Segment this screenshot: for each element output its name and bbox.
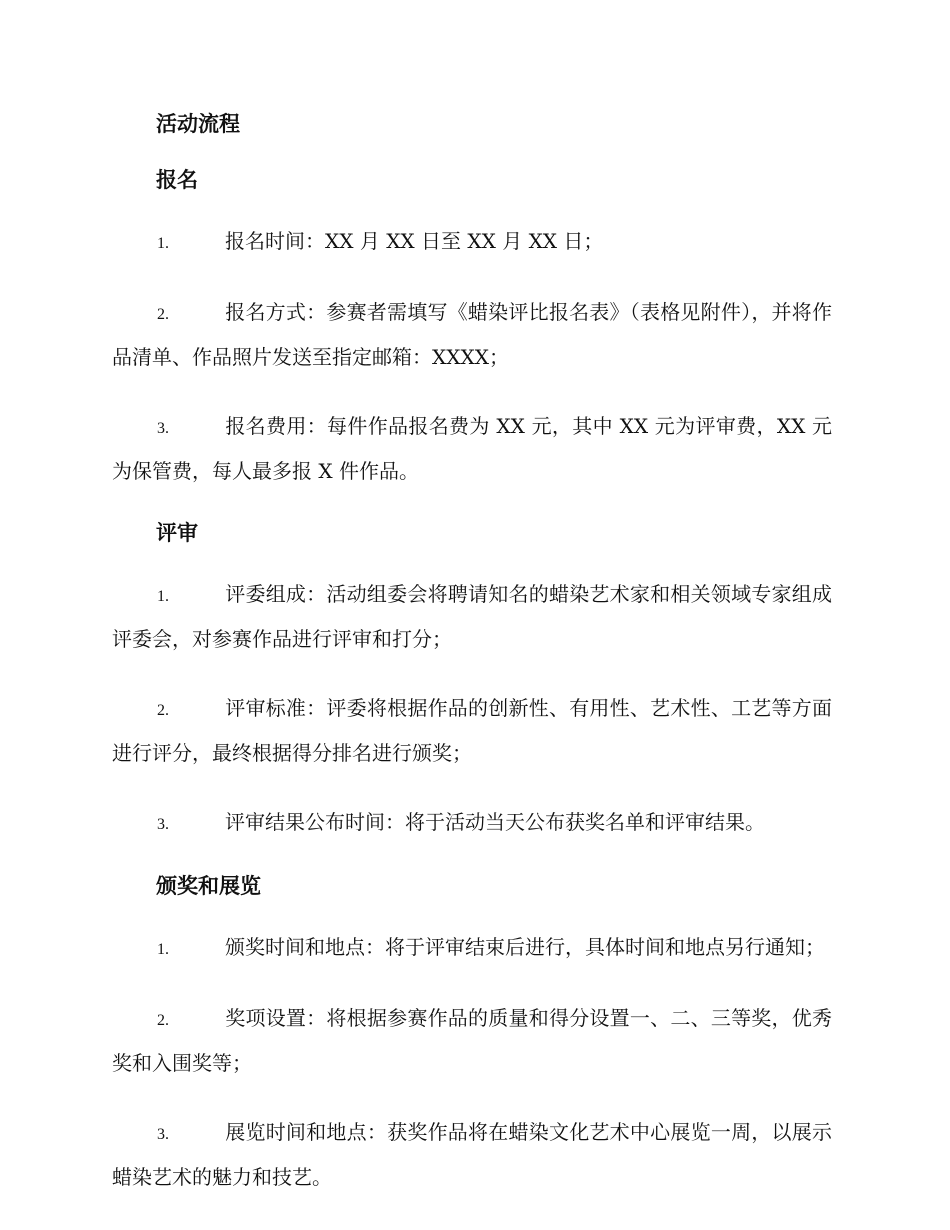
list-item-number: 2. bbox=[157, 1012, 169, 1029]
list-item-text: 展览时间和地点：获奖作品将在蜡染文化艺术中心展览一周，以展示蜡染艺术的魅力和技艺。 bbox=[112, 1120, 832, 1189]
section-heading-awards-exhibition: 颁奖和展览 bbox=[156, 873, 261, 898]
list-item bbox=[112, 405, 832, 493]
list-item bbox=[112, 1111, 832, 1199]
section-heading-registration: 报名 bbox=[156, 167, 198, 192]
list-item-text: 报名费用：每件作品报名费为 XX 元，其中 XX 元为评审费，XX 元为保管费，每人最多报 X 件作品。 bbox=[112, 414, 832, 483]
document-content bbox=[112, 108, 832, 1199]
list-item-text: 颁奖时间和地点：将于评审结束后进行，具体时间和地点另行通知； bbox=[225, 935, 825, 959]
list-item-number: 3. bbox=[157, 1126, 169, 1143]
list-item-text: 评审标准：评委将根据作品的创新性、有用性、艺术性、工艺等方面进行评分，最终根据得分排名进行颁奖； bbox=[112, 696, 832, 765]
list-item-text: 报名方式：参赛者需填写《蜡染评比报名表》（表格见附件），并将作品清单、作品照片发送至指定邮箱：XXXX； bbox=[112, 300, 832, 369]
document-title: 活动流程 bbox=[156, 111, 240, 136]
list-item-text: 评审结果公布时间：将于活动当天公布获奖名单和评审结果。 bbox=[225, 810, 765, 834]
list-item bbox=[112, 220, 832, 265]
list-item-number: 1. bbox=[157, 235, 169, 252]
list-item-text: 报名时间：XX 月 XX 日至 XX 月 XX 日； bbox=[225, 229, 604, 253]
list-item bbox=[112, 291, 832, 379]
list-item bbox=[112, 573, 832, 661]
list-item bbox=[112, 801, 832, 846]
list-item-number: 2. bbox=[157, 306, 169, 323]
list-item-text: 奖项设置：将根据参赛作品的质量和得分设置一、二、三等奖，优秀奖和入围奖等； bbox=[112, 1006, 832, 1075]
list-item-text: 评委组成：活动组委会将聘请知名的蜡染艺术家和相关领域专家组成评委会，对参赛作品进行评审和打分； bbox=[112, 582, 832, 651]
section-heading-review: 评审 bbox=[156, 520, 198, 545]
list-item-number: 3. bbox=[157, 816, 169, 833]
list-item bbox=[112, 997, 832, 1085]
list-item bbox=[112, 926, 832, 971]
list-item-number: 2. bbox=[157, 702, 169, 719]
list-item-number: 1. bbox=[157, 588, 169, 605]
list-item bbox=[112, 687, 832, 775]
list-item-number: 3. bbox=[157, 420, 169, 437]
list-item-number: 1. bbox=[157, 941, 169, 958]
